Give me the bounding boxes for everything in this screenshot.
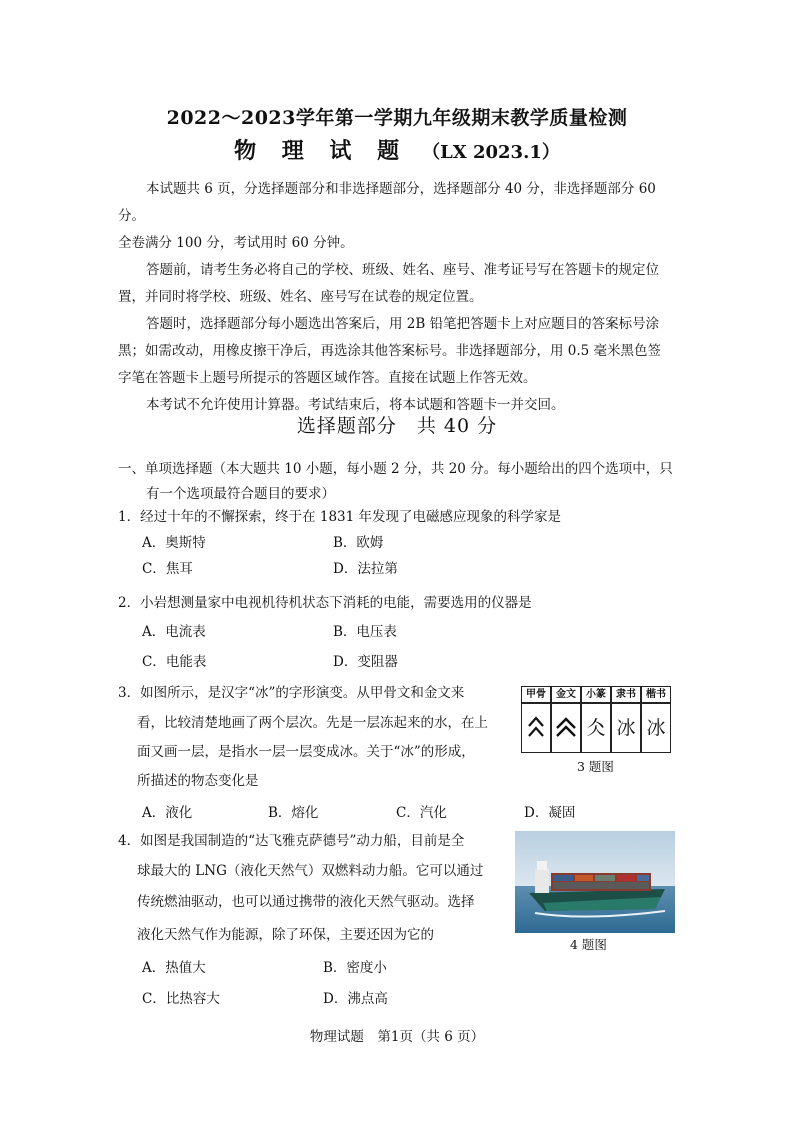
q4-option-d: D．沸点高 (323, 991, 388, 1007)
instruction-line: 答题时，选择题部分每小题选出答案后，用 2B 铅笔把答题卡上对应题目的答案标号涂 (146, 316, 660, 332)
container-ship-photo (515, 831, 675, 933)
instruction-line: 置，并同时将学校、班级、姓名、座号写在试卷的规定位置。 (118, 289, 483, 305)
exam-code: （LX 2023.1） (422, 142, 560, 163)
instruction-line: 字笔在答题卡上题号所提示的答题区域作答。直接在试题上作答无效。 (118, 370, 537, 386)
instruction-line: 全卷满分 100 分，考试用时 60 分钟。 (118, 235, 354, 251)
figure-glyph-row (521, 703, 671, 753)
q3-option-c: C．汽化 (396, 805, 447, 821)
q1-option-d: D．法拉第 (333, 561, 398, 577)
section-title: 选择题部分 共 40 分 (296, 415, 498, 437)
question-3-line: 所描述的物态变化是 (137, 773, 259, 789)
question-1-stem: 1．经过十年的不懈探索，终于在 1831 年发现了电磁感应现象的科学家是 (118, 509, 562, 525)
oracle-bone-glyph (521, 703, 551, 753)
q4-option-a: A．热值大 (142, 960, 206, 976)
part-heading-cont: 有一个选项最符合题目的要求） (146, 486, 335, 502)
clerical-glyph: 冰 (611, 703, 641, 753)
figure-header: 金文 (551, 686, 581, 703)
q2-option-a: A．电流表 (142, 624, 206, 640)
question-3-line: 看，比较清楚地画了两个层次。先是一层冻起来的水，在上 (137, 715, 488, 731)
q4-option-c: C．比热容大 (142, 991, 220, 1007)
bronze-glyph (551, 703, 581, 753)
figure-header: 楷书 (641, 686, 671, 703)
seal-glyph: 仌 (581, 703, 611, 753)
oracle-bone-ice-glyph-icon (522, 704, 550, 752)
page-footer: 物理试题 第1页（共 6 页） (309, 1029, 485, 1045)
question-4-line: 液化天然气作为能源，除了环保，主要还因为它的 (137, 927, 434, 943)
question-4-line: 球最大的 LNG（液化天然气）双燃料动力船。它可以通过 (137, 863, 484, 879)
regular-glyph: 冰 (641, 703, 671, 753)
q1-option-c: C．焦耳 (142, 561, 193, 577)
q3-option-d: D．凝固 (524, 805, 576, 821)
question-4-line: 传统燃油驱动，也可以通过携带的液化天然气驱动。选择 (137, 894, 475, 910)
q2-option-b: B．电压表 (333, 624, 397, 640)
q3-option-b: B．熔化 (268, 805, 319, 821)
figure-header: 甲骨 (521, 686, 551, 703)
question-4-line: 4．如图是我国制造的“达飞雅克萨德号”动力船，目前是全 (118, 833, 465, 849)
bronze-ice-glyph-icon (552, 704, 580, 752)
q1-option-a: A．奥斯特 (142, 535, 206, 551)
figure-header: 隶书 (611, 686, 641, 703)
question-3-line: 面又画一层，是指水一层一层变成冰。关于“冰”的形成， (137, 744, 475, 760)
exam-title: 2022～2023学年第一学期九年级期末教学质量检测 (166, 107, 628, 129)
figure-header-row (521, 686, 671, 703)
instructions (118, 176, 678, 419)
figure-4-caption: 4 题图 (570, 937, 607, 952)
subject-name: 物 理 试 题 (234, 138, 409, 164)
instruction-line: 答题前，请考生务必将自己的学校、班级、姓名、座号、准考证号写在答题卡的规定位 (146, 262, 659, 278)
q3-option-a: A．液化 (142, 805, 193, 821)
subject-title (0, 134, 794, 165)
q2-option-c: C．电能表 (142, 654, 207, 670)
instruction-line: 本考试不允许使用计算器。考试结束后，将本试题和答题卡一并交回。 (146, 397, 565, 413)
question-3-line: 3．如图所示，是汉字“冰”的字形演变。从甲骨文和金文来 (118, 685, 465, 701)
q4-option-b: B．密度小 (323, 960, 387, 976)
question-2-stem: 2．小岩想测量家中电视机待机状态下消耗的电能，需要选用的仪器是 (118, 595, 532, 611)
instruction-line: 本试题共 6 页，分选择题部分和非选择题部分，选择题部分 40 分，非选择题部分 60 分。 (118, 181, 656, 224)
ice-character-evolution-figure (521, 686, 671, 754)
figure-header: 小篆 (581, 686, 611, 703)
instruction-line: 黑；如需改动，用橡皮擦干净后，再选涂其他答案标号。非选择题部分，用 0.5 毫米黑色签 (118, 343, 662, 359)
q2-option-d: D．变阻器 (333, 654, 398, 670)
part-heading: 一、单项选择题（本大题共 10 小题，每小题 2 分，共 20 分。每小题给出的四个选项中，只 (118, 461, 673, 477)
figure-3-caption: 3 题图 (577, 759, 614, 774)
q1-option-b: B．欧姆 (333, 535, 384, 551)
